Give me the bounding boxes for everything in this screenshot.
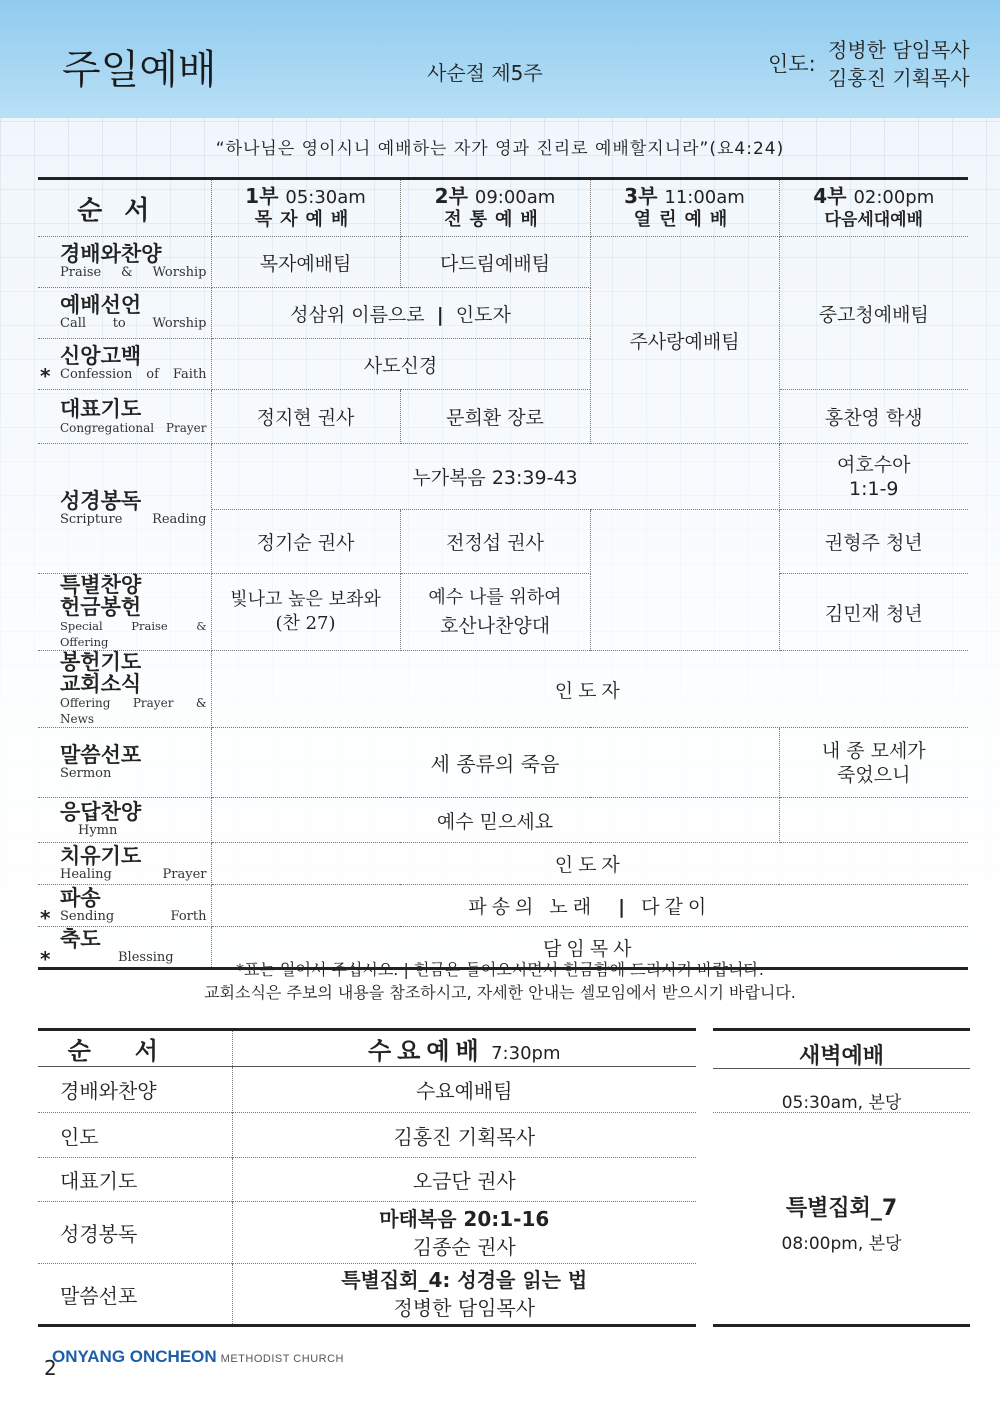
scripture-s4-passage: 여호수아 1:1-9 (779, 444, 968, 510)
dawn-time: 05:30am, 본당 (781, 1093, 902, 1113)
dawn-special-box (713, 1028, 970, 1327)
order-sending: * 파송 Sending Forth (38, 885, 211, 927)
standing-marker: * (40, 364, 51, 388)
special-s4: 김민재 청년 (779, 574, 968, 651)
special-s2: 예수 나를 위하여 호산나찬양대 (400, 574, 590, 651)
wed-order-header: 순서 (38, 1030, 232, 1067)
call-s12: 성삼위 이름으로 | 인도자 (211, 288, 590, 339)
order-offering: 봉헌기도 교회소식 Offering Prayer & News (38, 651, 211, 728)
page-title: 주일예배 (62, 47, 217, 93)
hymn-title: 예수 믿으세요 (211, 798, 779, 843)
prayer-s4: 홍찬영 학생 (779, 390, 968, 444)
leader-label: 인도: (768, 52, 816, 76)
sermon-s4: 내 종 모세가 죽었으니 (779, 728, 968, 798)
order-blessing: * 축도 Blessing (38, 927, 211, 969)
praise-s2: 다드림예배팀 (400, 237, 590, 288)
church-logo: ONYANG ONCHEON METHODIST CHURCH (52, 1347, 344, 1366)
sermon-title: 세 종류의 죽음 (211, 728, 779, 798)
wed-value: 김홍진 기획목사 (232, 1113, 696, 1158)
header-banner (0, 0, 1000, 118)
service-1-header: 1부 05:30am 목자예배 (211, 179, 400, 237)
standing-marker: * (40, 905, 51, 930)
sunday-service-table (38, 177, 968, 970)
hymn-s4 (779, 798, 968, 843)
scripture-passage: 누가복음 23:39-43 (211, 444, 779, 510)
scripture-s1: 정기순 권사 (211, 510, 400, 574)
order-praise: 경배와찬양 Praise & Worship (38, 237, 211, 288)
prayer-s2: 문희환 장로 (400, 390, 590, 444)
order-call: 예배선언 Call to Worship (38, 288, 211, 339)
blessing-all: 담임목사 (211, 927, 968, 969)
leader-name-2: 김홍진 기획목사 (828, 66, 970, 90)
wed-value: 수요예배팀 (232, 1067, 696, 1113)
leader-name-1: 정병한 담임목사 (828, 38, 970, 62)
healing-all: 인도자 (211, 843, 968, 885)
notice-text: *표는 일어서 주십시오. | 헌금은 들어오시면서 헌금함에 드리시기 바랍니다. 교회소식은 주보의 내용을 참조하시고, 자세한 안내는 셀모임에서 받으시기 바랍니다. (204, 960, 796, 1002)
order-prayer: 대표기도 Congregational Prayer (38, 390, 211, 444)
order-hymn: 응답찬양 Hymn (38, 798, 211, 843)
service-3-team: 주사랑예배팀 (590, 237, 779, 444)
special-meeting-time: 08:00pm, 본당 (781, 1234, 902, 1254)
scripture-s3-empty (590, 510, 779, 651)
order-sermon: 말씀선포 Sermon (38, 728, 211, 798)
wed-value: 특별집회_4: 성경을 읽는 법 정병한 담임목사 (232, 1264, 696, 1326)
divider (713, 1112, 970, 1113)
praise-s1: 목자예배팀 (211, 237, 400, 288)
order-scripture: 성경봉독 Scripture Reading (38, 444, 211, 574)
wed-label: 말씀선포 (38, 1264, 232, 1326)
service-2-header: 2부 09:00am 전통예배 (400, 179, 590, 237)
scripture-s2: 전정섭 권사 (400, 510, 590, 574)
wed-label: 성경봉독 (38, 1202, 232, 1264)
wed-label: 경배와찬양 (38, 1067, 232, 1113)
page-subtitle: 사순절 제5주 (427, 61, 543, 85)
order-faith: * 신앙고백 Confession of Faith (38, 339, 211, 390)
bible-verse: “하나님은 영이시니 예배하는 자가 영과 진리로 예배할지니라”(요4:24) (215, 139, 785, 159)
scripture-s4: 권형주 청년 (779, 510, 968, 574)
service-4-header: 4부 02:00pm 다음세대예배 (779, 179, 968, 237)
offering-all: 인도자 (211, 651, 968, 728)
standing-marker: * (40, 947, 51, 971)
service-4-team: 중고청예배팀 (779, 237, 968, 390)
wed-label: 대표기도 (38, 1158, 232, 1202)
divider (713, 1068, 970, 1069)
wed-service-header: 수요예배 7:30pm (232, 1030, 696, 1067)
wed-value: 오금단 권사 (232, 1158, 696, 1202)
order-header: 순서 (38, 179, 211, 237)
prayer-s1: 정지현 권사 (211, 390, 400, 444)
special-s1: 빛나고 높은 보좌와 (찬 27) (211, 574, 400, 651)
wed-value: 마태복음 20:1-16 김종순 권사 (232, 1202, 696, 1264)
order-healing: 치유기도 Healing Prayer (38, 843, 211, 885)
page-number: 2 (44, 1356, 57, 1380)
order-special: 특별찬양 헌금봉헌 Special Praise & Offering (38, 574, 211, 651)
service-3-header: 3부 11:00am 열린예배 (590, 179, 779, 237)
wed-label: 인도 (38, 1113, 232, 1158)
faith-s12: 사도신경 (211, 339, 590, 390)
wednesday-service-table (38, 1028, 696, 1327)
special-meeting-title: 특별집회_7 (785, 1196, 898, 1221)
dawn-title: 새벽예배 (798, 1044, 884, 1069)
sending-all: 파송의 노래 | 다같이 (211, 885, 968, 927)
